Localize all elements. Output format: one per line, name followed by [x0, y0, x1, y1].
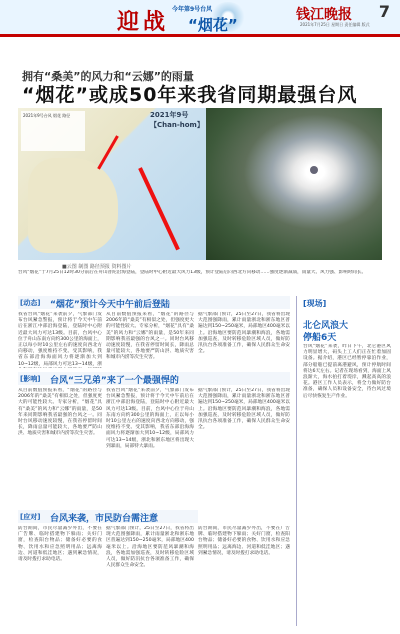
- article-column-9: 防台期间，市民尽量减少外出，不要在广告牌、临时搭建物下躲雨；关好门窗，检查阳台物品；储备好必要的食物、饮用水和应急照明用品；远离海边、河道和低洼地区；遇到紧急情况，请及时拨打求助电话。: [198, 526, 290, 556]
- satellite-cloud-image: [206, 108, 382, 260]
- article-intro: 台风“烟花”于7月25日12时30分前后在舟山普陀沿海登陆，登陆时中心附近最大风力13级，预计登陆后向西北方向移动……强度逐渐减弱，雨量大、风力强、影响时间长。: [18, 270, 367, 275]
- typhoon-forecast-line: [138, 167, 180, 250]
- figure-caption: ■云图 制图 路径预报 资料图片: [62, 264, 132, 270]
- article-column-8: 据气象部门预计，25日至27日，我省将出现大范围强降雨，累计雨量浙北和浙东地区普遍达到150~250毫米，局部地区400毫米以上。沿海地区要防范风暴潮和海浪，各地需加强巡查，及时转移危险区域人员，做好防汛抗台各项准备工作，确保人民群众生命安全。: [106, 526, 194, 569]
- section-logo-typhoon-name: “烟花”: [188, 16, 238, 34]
- typhoon-eye-icon: [310, 166, 318, 174]
- article-column-1: 我省台风“烟花”来袭前夕，气象部门发布台风紧急警报，预计将于今天中午前后在浙江中部沿海登陆，登陆时中心附近最大风力可达13级。目前，台风中心位于舟山东南方向约300公里的海面上，正以每小时10公里左右的速度向西北方向移动，强度维持不变。受其影响，我省东部沿海海面风力将逐渐加大到10~12级，局部风力可达13~14级，浙: [18, 312, 102, 367]
- typhoon-track-line: [97, 135, 119, 169]
- page-number: 7: [378, 2, 390, 21]
- section-tag: [影响]: [20, 375, 41, 383]
- header-divider: [0, 34, 400, 37]
- section-title: “烟花”预计今天中午前后登陆: [50, 300, 170, 310]
- article-column-7: 防台期间，市民尽量减少外出，不要在广告牌、临时搭建物下躲雨；关好门窗，检查阳台物品；储备好必要的食物、饮用水和应急照明用品；远离海边、河道和低洼地区；遇到紧急情况，请及时拨打求助电话。: [18, 526, 102, 563]
- article-kicker: 拥有“桑美”的风力和“云娜”的雨量: [22, 70, 194, 83]
- section-title: 台风来袭，市民防台需注意: [50, 514, 159, 524]
- section-tag: [应对]: [20, 513, 41, 521]
- sidebar-tag: [现场]: [303, 299, 327, 308]
- sidebar-body: 台风“烟花”来袭，昨日下午，北仑港区风力明显增大，码头上工人们正在忙着加固设备。据介绍，港区已经暂停靠泊作业，部分船舶已提前离港避风，预计停航时间将达6天左右。记者在现场看到，海面上风浪渐大，海水拍打着堤岸，溅起高高的浪花。港区工作人员表示，将全力做好防台准备，确保人员和设备安全，待台风过境后尽快恢复生产作业。: [303, 344, 391, 399]
- sidebar-story: [296, 296, 393, 626]
- section-dynamic: [18, 296, 290, 309]
- section-logo-subtitle: 今年第9号台风: [172, 6, 213, 13]
- article-column-4: 从目前数值预报来看，“烟花”的路径与2006年的“桑美”有相似之处，但强度更大的可能性较大。专家分析，“烟花”具有“桑美”的风力和“云娜”的雨量，是50年来同期影响我省最强的台风之一。同时台风移动速度较慢，在我省停留时间长，降雨总量可能较大，各地要严防山洪、地质灾害和城市内涝等次生灾害。: [18, 388, 102, 437]
- section-title: 台风“三兄弟”来了一个最强悍的: [50, 376, 179, 386]
- masthead-banner: [0, 0, 400, 34]
- article-column-3: 据气象部门预计，25日至27日，我省将出现大范围强降雨，累计雨量浙北和浙东地区普遍达到150~250毫米，局部地区400毫米以上。沿海地区要防范风暴潮和海浪，各地需加强巡查，及时转移危险区域人员，做好防汛抗台各项准备工作，确保人民群众生命安全。: [198, 312, 290, 355]
- article-column-5: 我省台风“烟花”来袭前夕，气象部门发布台风紧急警报，预计将于今天中午前后在浙江中部沿海登陆，登陆时中心附近最大风力可达13级。目前，台风中心位于舟山东南方向约300公里的海面上，正以每小时10公里左右的速度向西北方向移动，强度维持不变。受其影响，我省东部沿海海面风力将逐渐加大到10~12级，局部风力可达13~14级，浙北和浙东地区将出现大到暴雨，局部特大暴雨。: [106, 388, 194, 449]
- map-legend: 2021年9号台风 烟花 路径: [21, 111, 85, 151]
- typhoon-figure: [18, 108, 382, 260]
- typhoon-track-map: [18, 108, 206, 260]
- sidebar-title-line2: 停船6天: [303, 333, 337, 343]
- article-headline: “烟花”或成50年来我省同期最强台风: [22, 84, 358, 106]
- article-column-6: 据气象部门预计，25日至27日，我省将出现大范围强降雨，累计雨量浙北和浙东地区普遍达到150~250毫米，局部地区400毫米以上。沿海地区要防范风暴潮和海浪，各地需加强巡查，及时转移危险区域人员，做好防汛抗台各项准备工作，确保人民群众生命安全。: [198, 388, 290, 431]
- section-tag: [动态]: [20, 299, 41, 307]
- map-title: 2021年9号【Chan-hom】: [150, 111, 204, 129]
- newspaper-name: 钱江晚报: [296, 7, 352, 23]
- sidebar-title-line1: 北仑风浪大: [303, 321, 349, 331]
- section-logo: 迎战: [117, 9, 170, 34]
- section-response: [18, 510, 198, 523]
- article-column-2: 从目前数值预报来看，“烟花”的路径与2006年的“桑美”有相似之处，但强度更大的可能性较大。专家分析，“烟花”具有“桑美”的风力和“云娜”的雨量，是50年来同期影响我省最强的台风之一。同时台风移动速度较慢，在我省停留时间长，降雨总量可能较大，各地要严防山洪、地质灾害和城市内涝等次生灾害。: [106, 312, 194, 361]
- page-info: 2021年7月25日 星期日 责任编辑 版式: [300, 22, 370, 27]
- section-impact: [18, 372, 290, 385]
